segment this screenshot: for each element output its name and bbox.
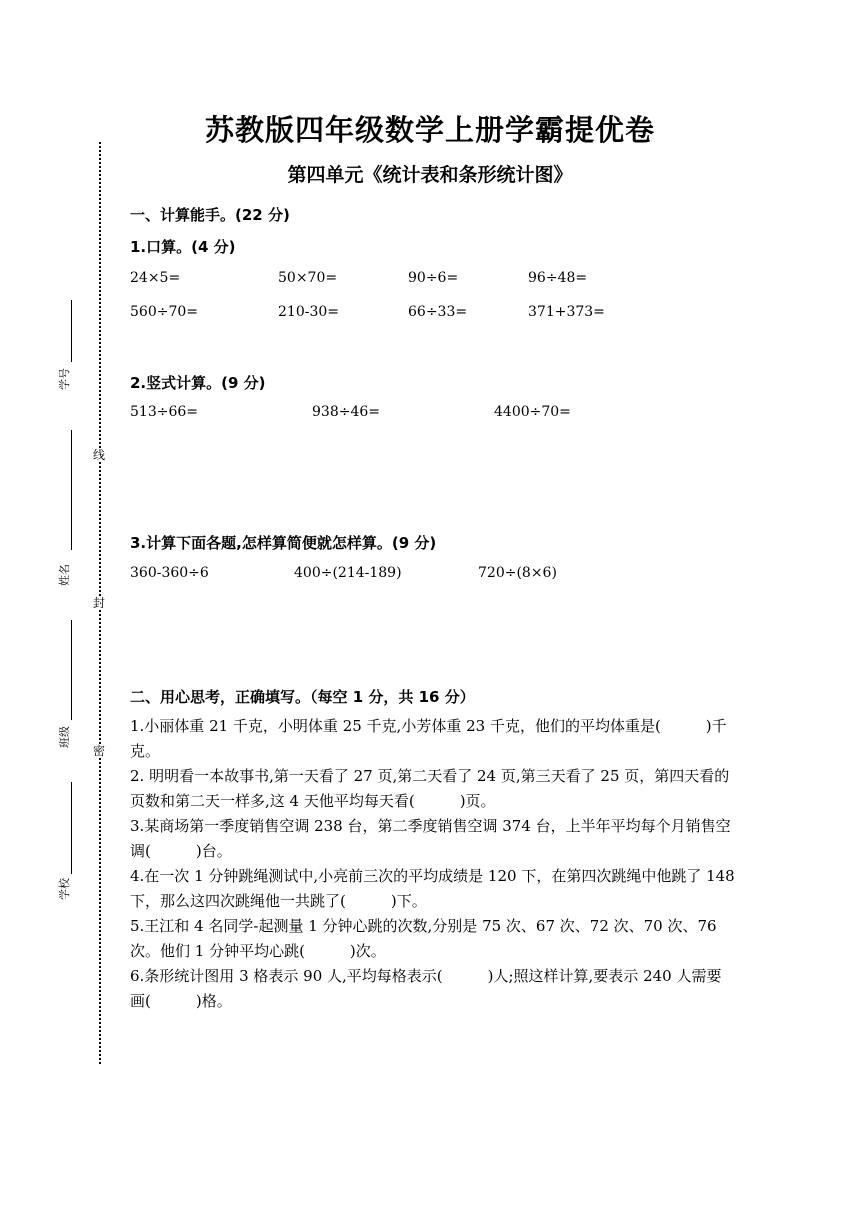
page-title: 苏教版四年级数学上册学霸提优卷 bbox=[204, 113, 655, 147]
simplify-calc-item: 400÷(214-189) bbox=[294, 565, 402, 581]
oral-calc-item: 50×70= bbox=[278, 270, 338, 286]
question-1: 1.小丽体重 21 千克，小明体重 25 千克,小芳体重 23 千克，他们的平均体重是( )千克。 bbox=[130, 717, 727, 760]
vertical-calc-item: 938÷46= bbox=[312, 404, 380, 420]
field-student-id-underline bbox=[71, 300, 72, 362]
binding-char-mi: 密 bbox=[90, 744, 108, 758]
part2-heading: 2.竖式计算。(9 分) bbox=[130, 374, 266, 392]
field-student-id-label: 学号 bbox=[58, 368, 71, 390]
part1-heading: 1.口算。(4 分) bbox=[130, 238, 236, 256]
oral-calc-item: 560÷70= bbox=[130, 304, 198, 320]
field-school-label: 学校 bbox=[58, 878, 71, 900]
oral-calc-item: 66÷33= bbox=[408, 304, 468, 320]
binding-char-feng: 封 bbox=[90, 596, 108, 610]
oral-calc-item: 90÷6= bbox=[408, 270, 459, 286]
fill-in-questions bbox=[130, 714, 735, 1014]
oral-calc-item: 24×5= bbox=[130, 270, 181, 286]
field-class-underline bbox=[71, 620, 72, 720]
question-5: 5.王江和 4 名同学-起测量 1 分钟心跳的次数,分别是 75 次、67 次、72 次、70 次、76 次。他们 1 分钟平均心跳( )次。 bbox=[130, 917, 717, 960]
simplify-calc-item: 720÷(8×6) bbox=[478, 565, 557, 581]
section2-heading: 二、用心思考，正确填写。（每空 1 分，共 16 分） bbox=[130, 688, 475, 706]
part3-heading: 3.计算下面各题,怎样算简便就怎样算。(9 分) bbox=[130, 534, 437, 552]
question-6: 6.条形统计图用 3 格表示 90 人,平均每格表示( )人;照这样计算,要表示 240 人需要画( )格。 bbox=[130, 967, 722, 1010]
section1-heading: 一、计算能手。(22 分) bbox=[130, 206, 290, 224]
binding-char-xian: 线 bbox=[90, 448, 108, 462]
vertical-calc-item: 513÷66= bbox=[130, 404, 198, 420]
question-4: 4.在一次 1 分钟跳绳测试中,小亮前三次的平均成绩是 120 下，在第四次跳绳中他跳了 148 下，那么这四次跳绳他一共跳了( )下。 bbox=[130, 867, 735, 910]
field-school-underline bbox=[71, 782, 72, 874]
oral-calc-item: 96÷48= bbox=[528, 270, 588, 286]
field-name-label: 姓名 bbox=[58, 564, 71, 586]
question-3: 3.某商场第一季度销售空调 238 台，第二季度销售空调 374 台，上半年平均每个月销售空调( )台。 bbox=[130, 817, 731, 860]
field-class-label: 班级 bbox=[58, 726, 71, 748]
simplify-calc-item: 360-360÷6 bbox=[130, 565, 209, 581]
vertical-calc-item: 4400÷70= bbox=[494, 404, 571, 420]
oral-calc-item: 210-30= bbox=[278, 304, 339, 320]
field-name-underline bbox=[71, 430, 72, 550]
question-2: 2. 明明看一本故事书,第一天看了 27 页,第二天看了 24 页,第三天看了 25 页，第四天看的页数和第二天一样多,这 4 天他平均每天看( )页。 bbox=[130, 767, 730, 810]
page-subtitle: 第四单元《统计表和条形统计图》 bbox=[287, 164, 573, 186]
oral-calc-item: 371+373= bbox=[528, 304, 605, 320]
